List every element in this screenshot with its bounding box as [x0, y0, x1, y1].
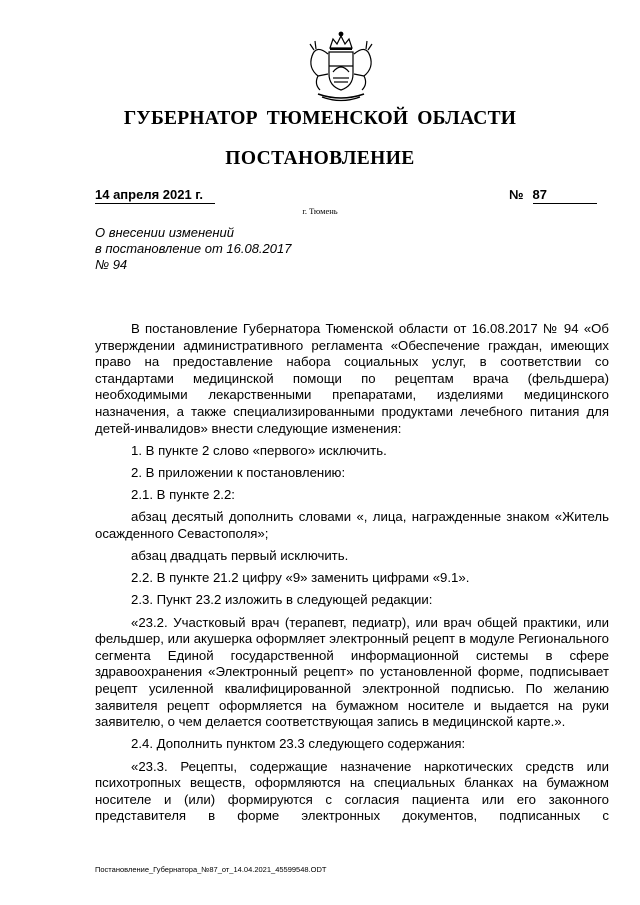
document-type: ПОСТАНОВЛЕНИЕ: [225, 148, 415, 169]
paragraph: 2.4. Дополнить пунктом 23.3 следующего содержания:: [131, 736, 466, 752]
paragraph: 2.1. В пункте 2.2:: [131, 487, 235, 503]
paragraph: 2.3. Пункт 23.2 изложить в следующей редакции:: [131, 592, 433, 608]
subject-line: № 94: [95, 257, 128, 272]
paragraph: 2. В приложении к постановлению:: [131, 464, 346, 480]
paragraph: В постановление Губернатора Тюменской области от 16.08.2017 № 94 «Об утверждении административного регламента «Обеспечение граждан, имеющих право на предоставление набора социальных услуг, в соответствии со стандартами медицинской помощи по рецептам врача (фельдшера) необходимыми лекарственными препаратами, изделиями медицинского назначения, а также специализированными продуктами лечебного питания для детей-инвалидов» внести следующие изменения:: [95, 321, 609, 436]
paragraph: «23.3. Рецепты, содержащие назначение наркотических средств или психотропных веществ, оформляются на специальных бланках на бумажном носителе и (или) формируются с согласия пациента или его законного представителя в форме электронных документов, подписанных с: [95, 758, 609, 824]
footer-filename: Постановление_Губернатора_№87_от_14.04.2021_45599548.ODT: [95, 865, 327, 874]
paragraph: 1. В пункте 2 слово «первого» исключить.: [131, 442, 387, 458]
subject-line: в постановление от 16.08.2017: [95, 241, 292, 256]
city: г. Тюмень: [302, 206, 338, 216]
paragraph: абзац десятый дополнить словами «, лица, награжденные знаком «Житель осажденного Севастополя»;: [95, 509, 609, 541]
document-subject: [95, 225, 291, 273]
paragraph: «23.2. Участковый врач (терапевт, педиатр), или врач общей практики, или фельдшер, или акушерка оформляет электронный рецепт в модуле Регионального сегмента Единой государственной информационной системы в сфере здравоохранения «Электронный рецепт» по установленной форме, подписывает рецепт усиленной квалифицированной электронной подписью. По желанию заявителя рецепт оформляется на бумажном носителе и выдается на руки заявителю, о чем делается соответствующая запись в медицинской карте.».: [95, 614, 609, 730]
number-label: №: [509, 187, 524, 202]
subject-line: О внесении изменений: [95, 225, 234, 240]
coat-of-arms-icon: [300, 28, 382, 104]
document-number-line: [509, 187, 603, 204]
document-number: 87: [533, 187, 597, 204]
paragraph: 2.2. В пункте 21.2 цифру «9» заменить цифрами «9.1».: [131, 570, 470, 586]
document-body: [95, 321, 609, 831]
paragraph: абзац двадцать первый исключить.: [131, 548, 349, 564]
governor-title: ГУБЕРНАТОР ТЮМЕНСКОЙ ОБЛАСТИ: [123, 108, 517, 129]
document-date: 14 апреля 2021 г.: [95, 187, 215, 204]
